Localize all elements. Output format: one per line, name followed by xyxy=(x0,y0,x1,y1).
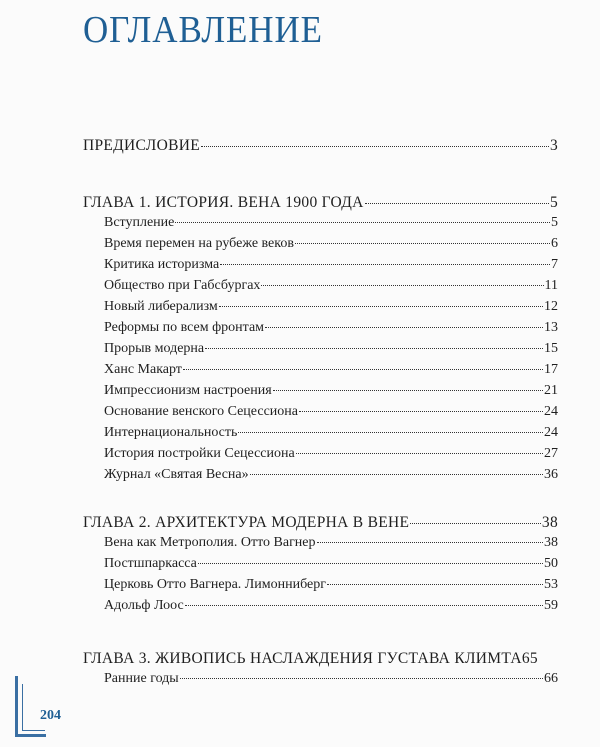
toc-entry-page: 24 xyxy=(544,425,558,440)
dot-leader xyxy=(180,678,543,679)
toc-entry[interactable] xyxy=(83,535,558,551)
toc-entry-foreword[interactable] xyxy=(83,137,558,155)
toc-entry-label: Основание венского Сецессиона xyxy=(104,404,298,419)
toc-entry-label: Церковь Отто Вагнера. Лимонниберг xyxy=(104,577,327,592)
dot-leader xyxy=(220,264,550,265)
toc-entry-page: 6 xyxy=(551,236,558,251)
toc-entry-label: ГЛАВА 3. ЖИВОПИСЬ НАСЛАЖДЕНИЯ ГУСТАВА КЛИМТА xyxy=(83,650,522,667)
toc-entry-label: ГЛАВА 2. АРХИТЕКТУРА МОДЕРНА В ВЕНЕ xyxy=(83,514,410,531)
toc-entry-page: 24 xyxy=(544,404,558,419)
dot-leader xyxy=(201,146,549,147)
toc-entry-label: Вена как Метрополия. Отто Вагнер xyxy=(104,535,316,550)
toc-entry-label: Критика историзма xyxy=(104,257,220,272)
toc-entry[interactable] xyxy=(83,215,558,231)
toc-entry-page: 38 xyxy=(541,514,558,531)
toc-entry-page: 3 xyxy=(549,137,558,154)
dot-leader xyxy=(410,523,541,524)
dot-leader xyxy=(365,203,549,204)
toc-entry-page: 50 xyxy=(544,556,558,571)
corner-ornament xyxy=(15,676,46,737)
toc-entry-label: Время перемен на рубеже веков xyxy=(104,236,294,251)
toc-entry[interactable] xyxy=(83,278,558,294)
toc-entry[interactable] xyxy=(83,320,558,336)
toc-entry-page: 5 xyxy=(551,215,558,230)
toc-entry-label: Реформы по всем фронтам xyxy=(104,320,265,335)
toc-entry-page: 11 xyxy=(544,278,558,293)
toc-entry-page: 13 xyxy=(544,320,558,335)
toc-entry[interactable] xyxy=(83,383,558,399)
dot-leader xyxy=(296,453,543,454)
toc-entry-page: 7 xyxy=(551,257,558,272)
toc-entry[interactable] xyxy=(83,236,558,252)
dot-leader xyxy=(273,390,543,391)
toc-entry-label: Новый либерализм xyxy=(104,299,218,314)
toc-entry-page: 66 xyxy=(544,671,558,686)
toc-entry-page: 12 xyxy=(544,299,558,314)
dot-leader xyxy=(219,306,543,307)
toc-entry-label: Импрессионизм настроения xyxy=(104,383,272,398)
toc-entry[interactable] xyxy=(83,341,558,357)
toc-entry[interactable] xyxy=(83,556,558,572)
dot-leader xyxy=(327,584,543,585)
toc-entry-page: 65 xyxy=(521,650,538,667)
toc-entry[interactable] xyxy=(83,598,558,614)
toc-entry[interactable] xyxy=(83,446,558,462)
toc-entry-label: Ханс Макарт xyxy=(104,362,182,377)
toc-entry[interactable] xyxy=(83,577,558,593)
toc-entry-page: 21 xyxy=(544,383,558,398)
toc-entry-page: 53 xyxy=(544,577,558,592)
toc-entry-label: Адольф Лоос xyxy=(104,598,184,613)
toc-entry[interactable] xyxy=(83,257,558,273)
dot-leader xyxy=(265,327,543,328)
toc-entry[interactable] xyxy=(83,299,558,315)
toc-entry-label: Общество при Габсбургах xyxy=(104,278,261,293)
toc-entry-page: 17 xyxy=(544,362,558,377)
dot-leader xyxy=(198,563,543,564)
toc-entry[interactable] xyxy=(83,425,558,441)
dot-leader xyxy=(185,605,543,606)
toc-entry[interactable] xyxy=(83,671,558,687)
toc-entry-page: 5 xyxy=(549,194,558,211)
toc-entry-label: ГЛАВА 1. ИСТОРИЯ. ВЕНА 1900 ГОДА xyxy=(83,194,364,211)
toc-entry[interactable] xyxy=(83,362,558,378)
dot-leader xyxy=(205,348,543,349)
toc-entry-chapter-2[interactable] xyxy=(83,514,558,532)
toc-entry-label: Журнал «Святая Весна» xyxy=(104,467,249,482)
toc-entry-page: 36 xyxy=(544,467,558,482)
toc-entry-label: История постройки Сецессиона xyxy=(104,446,295,461)
toc-entry-label: Интернациональность xyxy=(104,425,238,440)
toc-entry[interactable] xyxy=(83,467,558,483)
dot-leader xyxy=(317,542,543,543)
toc-entry-page: 38 xyxy=(544,535,558,550)
toc-entry-label: Вступление xyxy=(104,215,175,230)
toc-entry[interactable] xyxy=(83,404,558,420)
toc-entry-label: Прорыв модерна xyxy=(104,341,205,356)
dot-leader xyxy=(299,411,543,412)
toc-entry-label: Постшпаркасса xyxy=(104,556,197,571)
dot-leader xyxy=(250,474,543,475)
toc-entry-label: Ранние годы xyxy=(104,671,179,686)
page-title: ОГЛАВЛЕНИЕ xyxy=(83,9,323,51)
toc-entry-page: 15 xyxy=(544,341,558,356)
toc-entry-label: ПРЕДИСЛОВИЕ xyxy=(83,137,201,154)
toc-entry-chapter-1[interactable] xyxy=(83,194,558,212)
toc-entry-page: 59 xyxy=(544,598,558,613)
dot-leader xyxy=(295,243,550,244)
dot-leader xyxy=(183,369,543,370)
dot-leader xyxy=(261,285,543,286)
dot-leader xyxy=(238,432,543,433)
dot-leader xyxy=(175,222,550,223)
toc-entry-page: 27 xyxy=(544,446,558,461)
toc-entry-chapter-3[interactable] xyxy=(83,650,558,668)
page-number: 204 xyxy=(40,708,61,723)
